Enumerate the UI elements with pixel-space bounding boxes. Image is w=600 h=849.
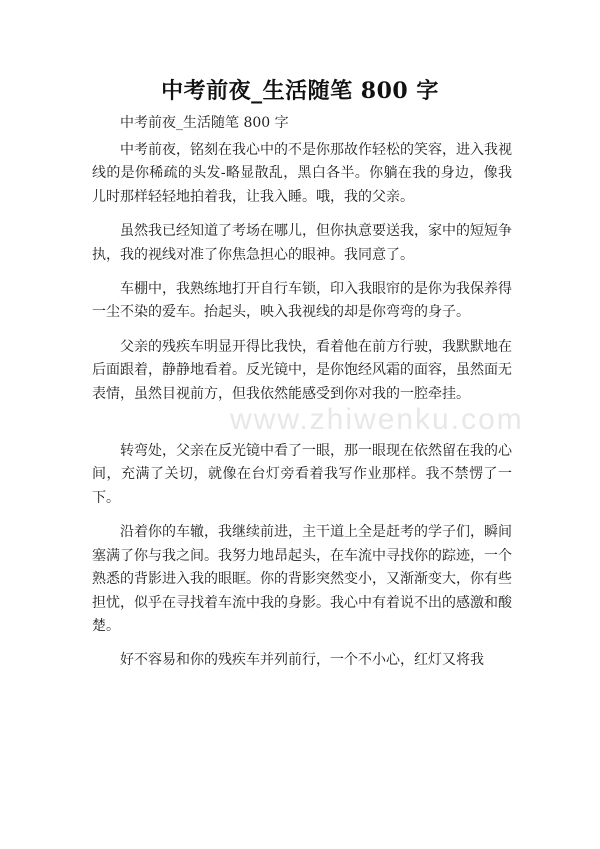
page-subtitle: 中考前夜_生活随笔 800 字 (120, 115, 289, 131)
paragraph-5: 转弯处，父亲在反光镜中看了一眼，那一眼现在依然留在我的心间，充满了关切，就像在台灯旁看着我写作业那样。我不禁愣了一下。 (92, 443, 512, 506)
paragraph-3: 车棚中，我熟练地打开自行车锁，印入我眼帘的是你为我保养得一尘不染的爱车。抬起头，映入我视线的却是你弯弯的身子。 (92, 281, 512, 321)
paragraph-4: 父亲的残疾车明显开得比我快，看着他在前方行驶，我默默地在后面跟着，静静地看着。反光镜中，是你饱经风霜的面容，虽然面无表情，虽然目视前方，但我依然能感受到你对我的一腔牵挂。 (92, 338, 512, 402)
paragraph-2: 虽然我已经知道了考场在哪儿，但你执意要送我，家中的短短争执，我的视线对准了你焦急担心的眼神。我同意了。 (92, 223, 512, 263)
watermark: www.zhiwenku.com (230, 403, 524, 436)
paragraph-6: 沿着你的车辙，我继续前进，主干道上全是赶考的学子们，瞬间塞满了你与我之间。我努力地昂起头，在车流中寻找你的踪迹，一个熟悉的背影进入我的眼眶。你的背影突然变小，又渐渐变大，你有些担忧，似乎在寻找着车流中我的身影。我心中有着说不出的感激和酸楚。 (92, 524, 512, 634)
page-title: 中考前夜_生活随笔 800 字 (161, 78, 439, 104)
paragraph-1: 中考前夜，铭刻在我心中的不是你那故作轻松的笑容，进入我视线的是你稀疏的头发-略显散乱，黑白各半。你躺在我的身边，像我儿时那样轻轻地拍着我，让我入睡。哦，我的父亲。 (92, 142, 512, 205)
paragraph-7: 好不容易和你的残疾车并列前行，一个不小心，红灯又将我 (120, 652, 484, 669)
article-body (92, 139, 512, 684)
